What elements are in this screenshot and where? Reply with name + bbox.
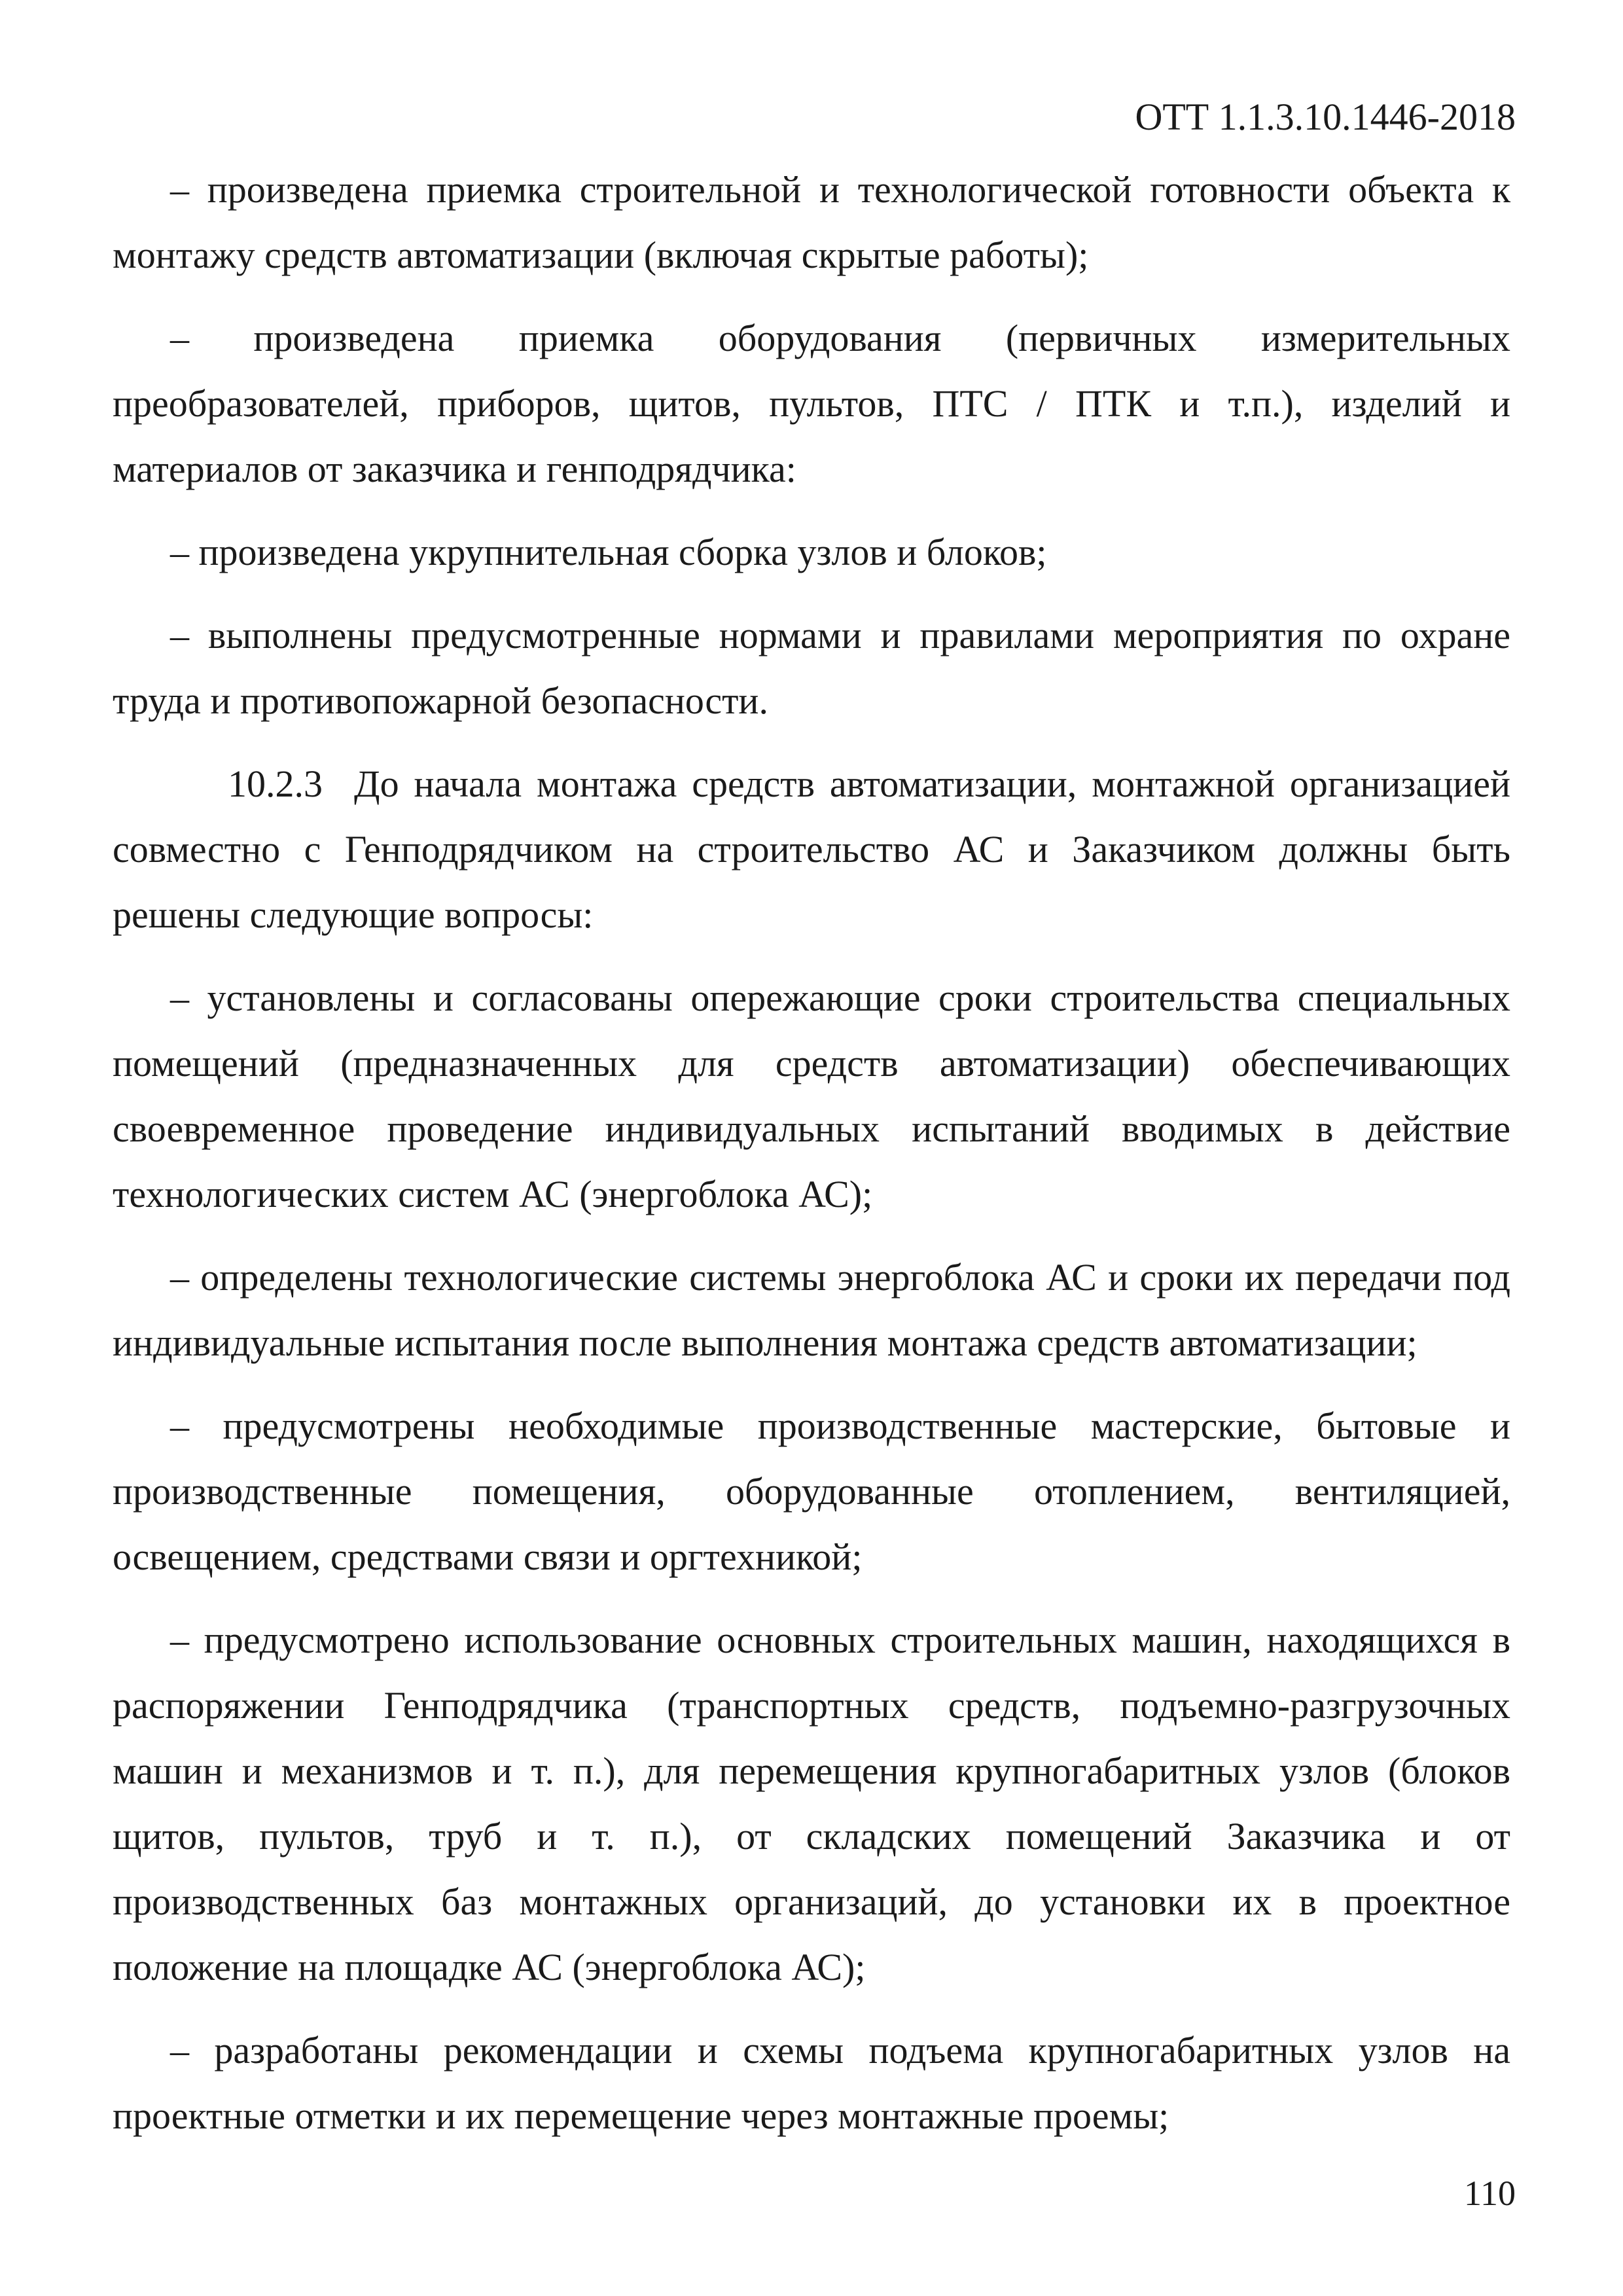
list-item: – предусмотрено использование основных строительных машин, находящихся в распоряжении Генподрядчика (транспортных средств, подъемно-разгрузочных машин и механизмов и т. п.), для перемещения крупногабаритных узлов (блоков щитов, пультов, труб и т. п.), от складских помещений Заказчика и от производственных баз монтажных организаций, до установки их в проектное положение на площадке АС (энергоблока АС);	[113, 1619, 1510, 1988]
section-paragraph	[113, 751, 1510, 948]
list-item: – произведена приемка строительной и технологической готовности объекта к монтажу средств автоматизации (включая скрытые работы);	[113, 168, 1510, 276]
list-item: – выполнены предусмотренные нормами и правилами мероприятия по охране труда и противопожарной безопасности.	[113, 614, 1510, 722]
list-item: – определены технологические системы энергоблока АС и сроки их передачи под индивидуальные испытания после выполнения монтажа средств автоматизации;	[113, 1256, 1510, 1364]
document-body	[113, 157, 1510, 2166]
list-item: – произведена приемка оборудования (первичных измерительных преобразователей, приборов, щитов, пультов, ПТС / ПТК и т.п.), изделий и материалов от заказчика и генподрядчика:	[113, 317, 1510, 490]
document-code: ОТТ 1.1.3.10.1446-2018	[1135, 96, 1516, 138]
list-item: – установлены и согласованы опережающие сроки строительства специальных помещений (предназначенных для средств автоматизации) обеспечивающих своевременное проведение индивидуальных испытаний вводимых в действие технологических систем АС (энергоблока АС);	[113, 977, 1510, 1215]
page-number: 110	[1464, 2174, 1516, 2213]
list-item: – разработаны рекомендации и схемы подъема крупногабаритных узлов на проектные отметки и их перемещение через монтажные проемы;	[113, 2029, 1510, 2137]
list-item: – предусмотрены необходимые производственные мастерские, бытовые и производственные помещения, оборудованные отоплением, вентиляцией, освещением, средствами связи и оргтехникой;	[113, 1405, 1510, 1578]
list-item: – произведена укрупнительная сборка узлов и блоков;	[170, 531, 1047, 573]
section-text: До начала монтажа средств автоматизации, монтажной организацией совместно с Генподрядчиком на строительство АС и Заказчиком должны быть решены следующие вопросы:	[113, 762, 1510, 936]
section-number: 10.2.3	[228, 762, 323, 805]
